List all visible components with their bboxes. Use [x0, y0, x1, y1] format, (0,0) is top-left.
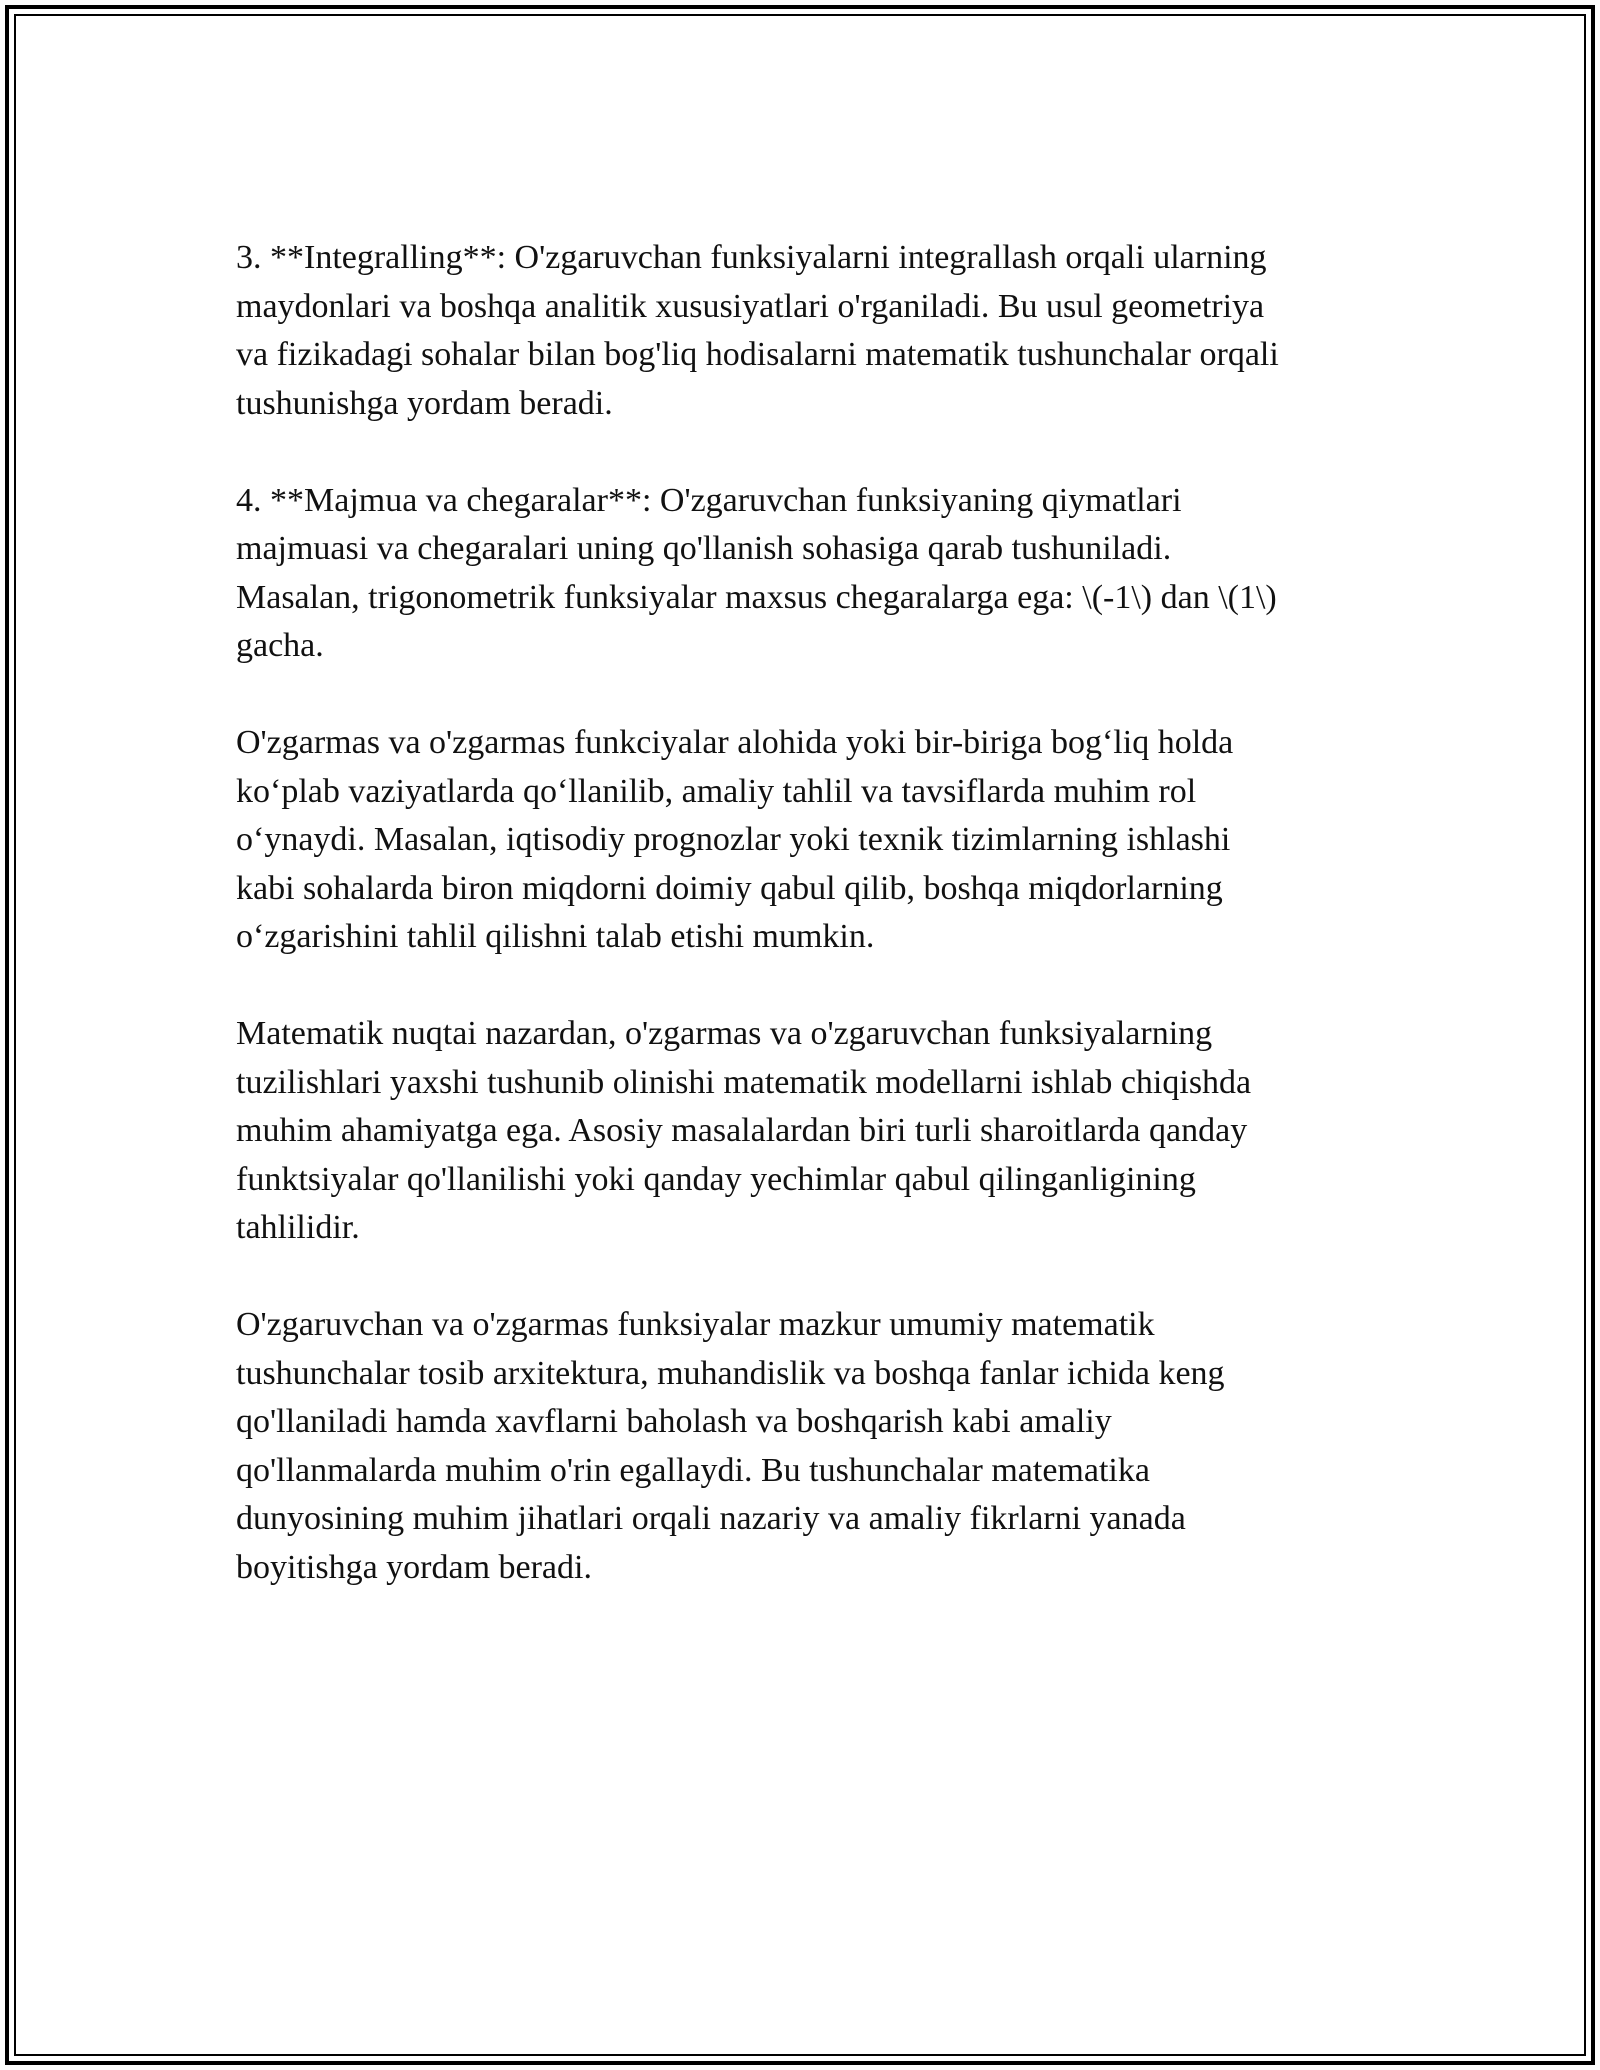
text-line: maydonlari va boshqa analitik xususiyatlari o'rganiladi. Bu usul geometriya [236, 287, 1265, 325]
text-line: majmuasi va chegaralari uning qo'llanish sohasiga qarab tushuniladi. [236, 530, 1172, 567]
text-line: kabi sohalarda biron miqdorni doimiy qabul qilib, boshqa miqdorlarning [236, 869, 1223, 907]
paragraph-majmua-chegaralar [236, 477, 1386, 671]
text-line: o‘ynaydi. Masalan, iqtisodiy prognozlar yoki texnik tizimlarning ishlashi [236, 821, 1231, 858]
document-body [236, 234, 1386, 1641]
text-line: ko‘plab vaziyatlarda qo‘llanilib, amaliy tahlil va tavsiflarda muhim rol [236, 772, 1197, 810]
text-line: tushunchalar tosib arxitektura, muhandislik va boshqa fanlar ichida keng [236, 1354, 1225, 1392]
text-line: O'zgaruvchan va o'zgarmas funksiyalar mazkur umumiy matematik [236, 1306, 1155, 1343]
text-line: boyitishga yordam beradi. [236, 1548, 592, 1586]
text-line: 4. **Majmua va chegaralar**: O'zgaruvchan funksiyaning qiymatlari [236, 481, 1182, 519]
text-line: qo'llanmalarda muhim o'rin egallaydi. Bu tushunchalar matematika [236, 1451, 1150, 1489]
paragraph-ozgaruvchan-ozgarmas [236, 1301, 1386, 1592]
text-line: funktsiyalar qo'llanilishi yoki qanday yechimlar qabul qilinganligining [236, 1160, 1196, 1198]
paragraph-integralling [236, 234, 1386, 428]
text-line: 3. **Integralling**: O'zgaruvchan funksiyalarni integrallash orqali ularning [236, 239, 1267, 276]
text-line: tahlilidir. [236, 1209, 360, 1246]
text-line: O'zgarmas va o'zgarmas funkciyalar alohida yoki bir-biriga bog‘liq holda [236, 724, 1234, 761]
text-line: dunyosining muhim jihatlari orqali nazariy va amaliy fikrlarni yanada [236, 1500, 1186, 1537]
text-line: o‘zgarishini tahlil qilishni talab etishi mumkin. [236, 918, 875, 955]
paragraph-ozgarmas-funkciyalar [236, 719, 1386, 962]
text-line: Masalan, trigonometrik funksiyalar maxsus chegaralarga ega: \(-1\) dan \(1\) [236, 578, 1277, 616]
text-line: gacha. [236, 627, 324, 664]
text-line: Matematik nuqtai nazardan, o'zgarmas va o'zgaruvchan funksiyalarning [236, 1015, 1213, 1052]
text-line: muhim ahamiyatga ega. Asosiy masalalardan biri turli sharoitlarda qanday [236, 1112, 1248, 1149]
text-line: qo'llaniladi hamda xavflarni baholash va boshqarish kabi amaliy [236, 1403, 1112, 1440]
paragraph-matematik-nuqtai-nazar [236, 1010, 1386, 1253]
text-line: tushunishga yordam beradi. [236, 384, 613, 422]
text-line: tuzilishlari yaxshi tushunib olinishi matematik modellarni ishlab chiqishda [236, 1063, 1252, 1101]
text-line: va fizikadagi sohalar bilan bog'liq hodisalarni matematik tushunchalar orqali [236, 336, 1279, 373]
